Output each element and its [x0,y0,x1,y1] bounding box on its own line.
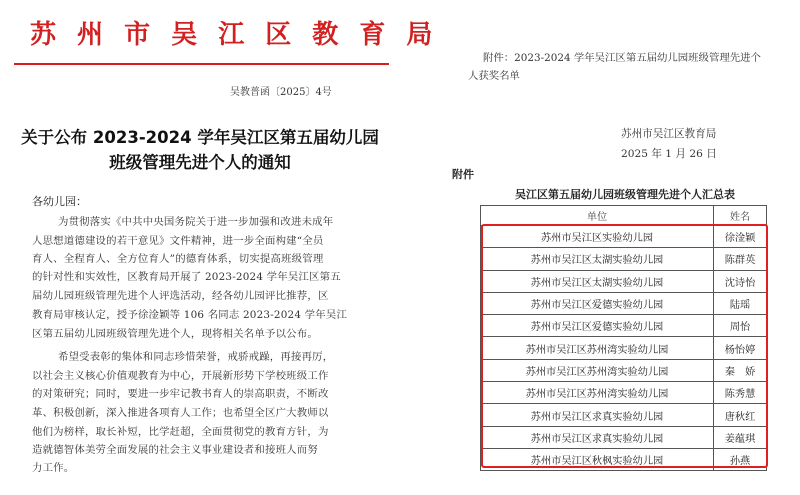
cell-name: 徐淦颖 [724,233,756,245]
cell-name: 陆瑶 [729,300,751,312]
cell-unit: 苏州市吴江区太湖实验幼儿园 [481,248,714,269]
header-unit: 单位 [481,206,714,225]
signature-date: 2025 年 1 月 26 日 [621,148,717,160]
body-line: 的对策研究；同时，要进一步牢记教书育人的崇高职责，不断改 [32,388,329,400]
table-row [480,427,767,449]
table-header-row [480,205,767,226]
attachment-note-line-2: 人获奖名单 [468,70,520,82]
cell-unit: 苏州市吴江区爱德实验幼儿园 [481,293,714,314]
table-row [480,226,767,248]
body-line: 人思想道德建设的若干意见》文件精神，进一步全面构建“全员 [32,235,324,247]
table-title: 吴江区第五届幼儿园班级管理先进个人汇总表 [515,188,735,201]
cell-unit: 苏州市吴江区苏州湾实验幼儿园 [481,382,714,403]
cell-name: 陈群英 [724,255,756,267]
cell-unit: 苏州市吴江区实验幼儿园 [481,226,714,247]
body-line: 力工作。 [32,462,75,474]
body-line: 区第五届幼儿园班级管理先进个人，现将相关名单予以公布。 [32,328,318,340]
cell-name: 陈秀慧 [724,389,756,401]
cell-unit: 苏州市吴江区苏州湾实验幼儿园 [481,337,714,358]
body-line: 希望受表彰的集体和同志珍惜荣誉，戒骄戒躁，再接再厉， [58,351,334,363]
cell-name: 姜蕴琪 [724,433,756,445]
body-line: 造就德智体美劳全面发展的社会主义事业建设者和接班人而努 [32,444,318,456]
table-row [480,248,767,270]
letterhead-divider [14,63,389,65]
attachment-label: 附件 [452,168,474,181]
table-row [480,315,767,337]
cell-unit: 苏州市吴江区苏州湾实验幼儿园 [481,360,714,381]
cell-unit: 苏州市吴江区求真实验幼儿园 [481,404,714,425]
cell-unit: 苏州市吴江区秋枫实验幼儿园 [481,449,714,470]
awardee-table [480,205,767,471]
table-row [480,360,767,382]
table-row [480,293,767,315]
table-row [480,337,767,359]
table-row [480,271,767,293]
body-line: 为贯彻落实《中共中央国务院关于进一步加强和改进未成年 [58,216,334,228]
document-number: 吴教普函〔2025〕4号 [230,87,332,98]
cell-name: 沈诗怡 [724,277,756,289]
salutation: 各幼儿园： [32,195,87,208]
attachment-note-line-1: 附件：2023-2024 学年吴江区第五届幼儿园班级管理先进个 [483,52,761,64]
body-line: 的针对性和实效性，区教育局开展了 2023-2024 学年吴江区第五 [32,271,341,283]
cell-name: 孙燕 [729,456,751,468]
table-row [480,382,767,404]
signature-org: 苏州市吴江区教育局 [621,128,717,140]
body-line: 届幼儿园班级管理先进个人评选活动，经各幼儿园评比推荐，区 [32,290,329,302]
bureau-letterhead: 苏 州 市 吴 江 区 教 育 局 [30,20,439,50]
body-line: 革、积极创新，深入推进各项育人工作；也希望全区广大教师以 [32,407,329,419]
body-line: 教育局审核认定，授予徐淦颖等 106 名同志 2023-2024 学年吴江 [32,309,348,321]
header-name: 姓名 [729,212,751,223]
cell-unit: 苏州市吴江区爱德实验幼儿园 [481,315,714,336]
cell-unit: 苏州市吴江区求真实验幼儿园 [481,427,714,448]
table-row [480,449,767,471]
cell-name: 杨怡婷 [724,344,756,356]
cell-unit: 苏州市吴江区太湖实验幼儿园 [481,271,714,292]
table-row [480,404,767,426]
notice-title-line-2: 班级管理先进个人的通知 [109,153,291,172]
cell-name: 秦 娇 [724,366,756,378]
body-line: 他们为榜样，取长补短，比学赶超，全面贯彻党的教育方针，为 [32,426,329,438]
cell-name: 周怡 [729,322,751,334]
notice-title-line-1: 关于公布 2023-2024 学年吴江区第五届幼儿园 [21,128,379,147]
cell-name: 唐秋红 [724,411,756,423]
body-line: 育人、全程育人、全方位育人”的德育体系，切实提高班级管理 [32,253,324,265]
body-line: 以社会主义核心价值观教育为中心，开展新形势下学校班级工作 [32,370,329,382]
